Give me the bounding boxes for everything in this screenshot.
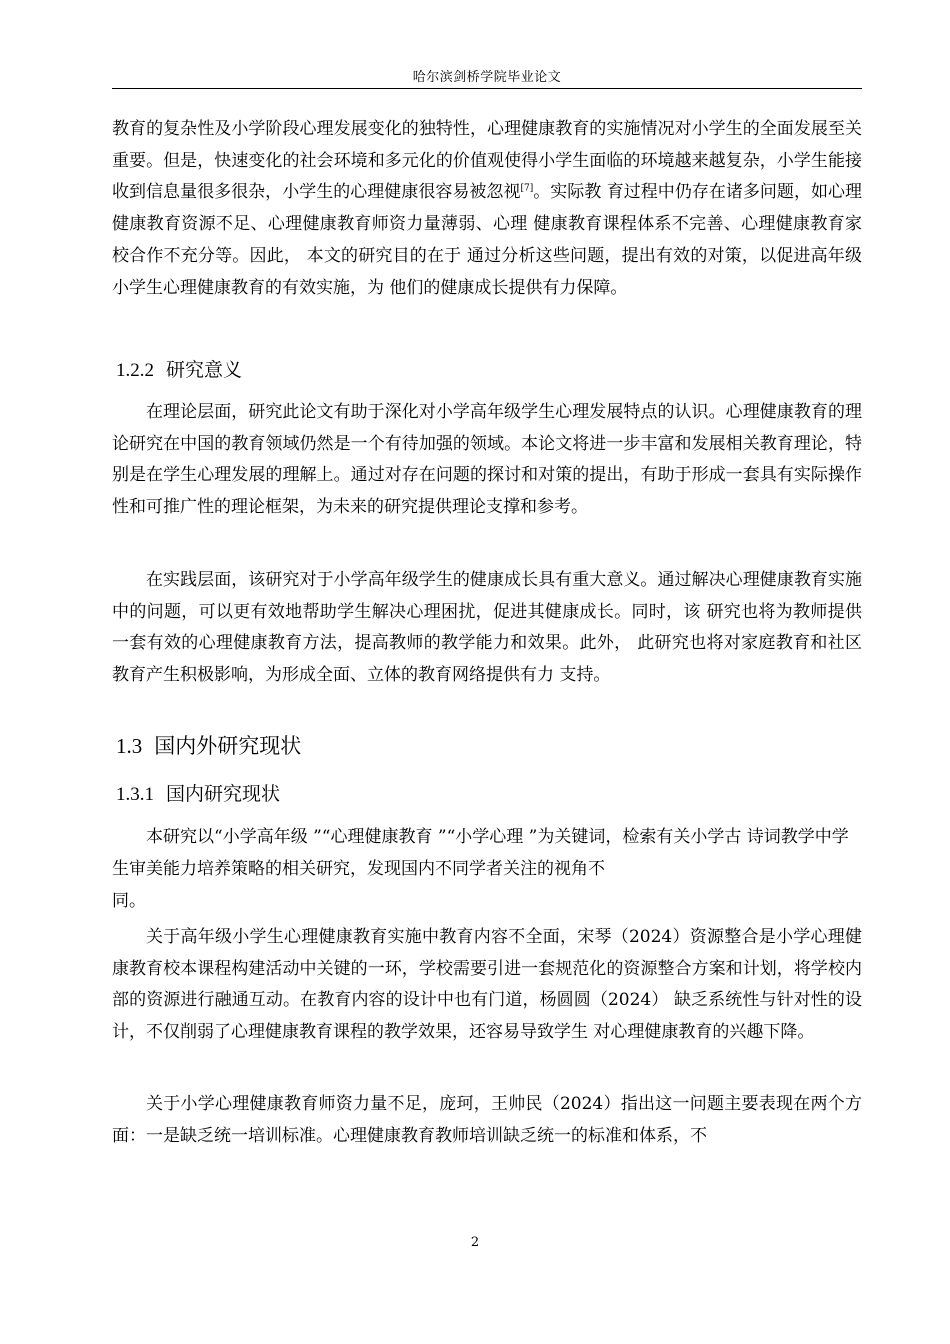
page-header: 哈尔滨剑桥学院毕业论文	[412, 70, 562, 85]
section-heading-1-2-2	[116, 356, 242, 385]
paragraph-practice-significance: 在实践层面，该研究对于小学高年级学生的健康成长具有重大意义。通过解决心理健康教育实施中的问题，可以更有效地帮助学生解决心理困扰，促进其健康成长。同时，该 研究也将为教师提供一套有效的心理健康教育方法，提高教师的教学能力和效果。此外， 此研究也将对家庭教育和社区教育产生积极影响，为形成全面、立体的教育网络提供有力 支持。	[112, 570, 862, 686]
section-title: 国内研究现状	[166, 783, 281, 805]
header-divider	[112, 88, 862, 89]
section-number: 1.3.1	[116, 784, 154, 805]
paragraph-text: 教育的复杂性及小学阶段心理发展变化的独特性，心理健康教育的实施情况对小学生的全面发展至关重要。但是，快速变化的社会环境和多元化的价值观使得小学生面临的环境越来越复杂，小学生能接收到信息量很多很杂，小学生的心理健康很容易被忽视	[112, 119, 862, 203]
paragraph-teacher-shortage: 关于小学心理健康教育师资力量不足，庞珂，王帅民（2024）指出这一问题主要表现在两个方面：一是缺乏统一培训标准。心理健康教育教师培训缺乏统一的标准和体系，不	[112, 1094, 862, 1146]
paragraph-theory-significance: 在理论层面，研究此论文有助于深化对小学高年级学生心理发展特点的认识。心理健康教育的理论研究在中国的教育领域仍然是一个有待加强的领域。本论文将进一步丰富和发展相关教育理论，特别是在学生心理发展的理解上。通过对存在问题的探讨和对策的提出，有助于形成一套具有实际操作性和可推广性的理论框架，为未来的研究提供理论支撑和参考。	[112, 402, 862, 518]
section-number: 1.3	[116, 734, 143, 758]
paragraph-search-keywords-end: 同。	[112, 891, 146, 911]
paragraph-content-incomplete: 关于高年级小学生心理健康教育实施中教育内容不全面，宋琴（2024）资源整合是小学心理健康教育校本课程构建活动中关键的一环，学校需要引进一套规范化的资源整合方案和计划，将学校内部的资源进行融通互动。在教育内容的设计中也有门道，杨圆圆（2024） 缺乏系统性与针对性的设计，不仅削弱了心理健康教育课程的教学效果，还容易导致学生 对心理健康教育的兴趣下降。	[112, 927, 862, 1043]
paragraph-text-tail: 。实际教 育过程中仍存在诸多问题，如心理健康教育资源不足、心理健康教育师资力量薄弱、心理 健康教育课程体系不完善、心理健康教育家校合作不充分等。因此， 本文的研究目的在于 通过分析这些问题，提出有效的对策，以促进高年级小学生心理健康教育的有效实施，为 他们的健康成长提供有力保障。	[112, 182, 863, 298]
section-heading-1-3-1	[116, 780, 280, 809]
section-title: 国内外研究现状	[154, 734, 302, 758]
section-number: 1.2.2	[116, 360, 154, 381]
paragraph-search-keywords: 本研究以“小学高年级 ”“心理健康教育 ”“小学心理 ”为关键词，检索有关小学古 诗词教学中学生审美能力培养策略的相关研究，发现国内不同学者关注的视角不	[112, 827, 849, 879]
section-title: 研究意义	[166, 359, 243, 381]
paragraph-research-purpose	[112, 114, 862, 304]
page-number: 2	[470, 1235, 480, 1250]
section-heading-1-3	[116, 731, 301, 761]
citation-marker: [7]	[520, 183, 534, 194]
